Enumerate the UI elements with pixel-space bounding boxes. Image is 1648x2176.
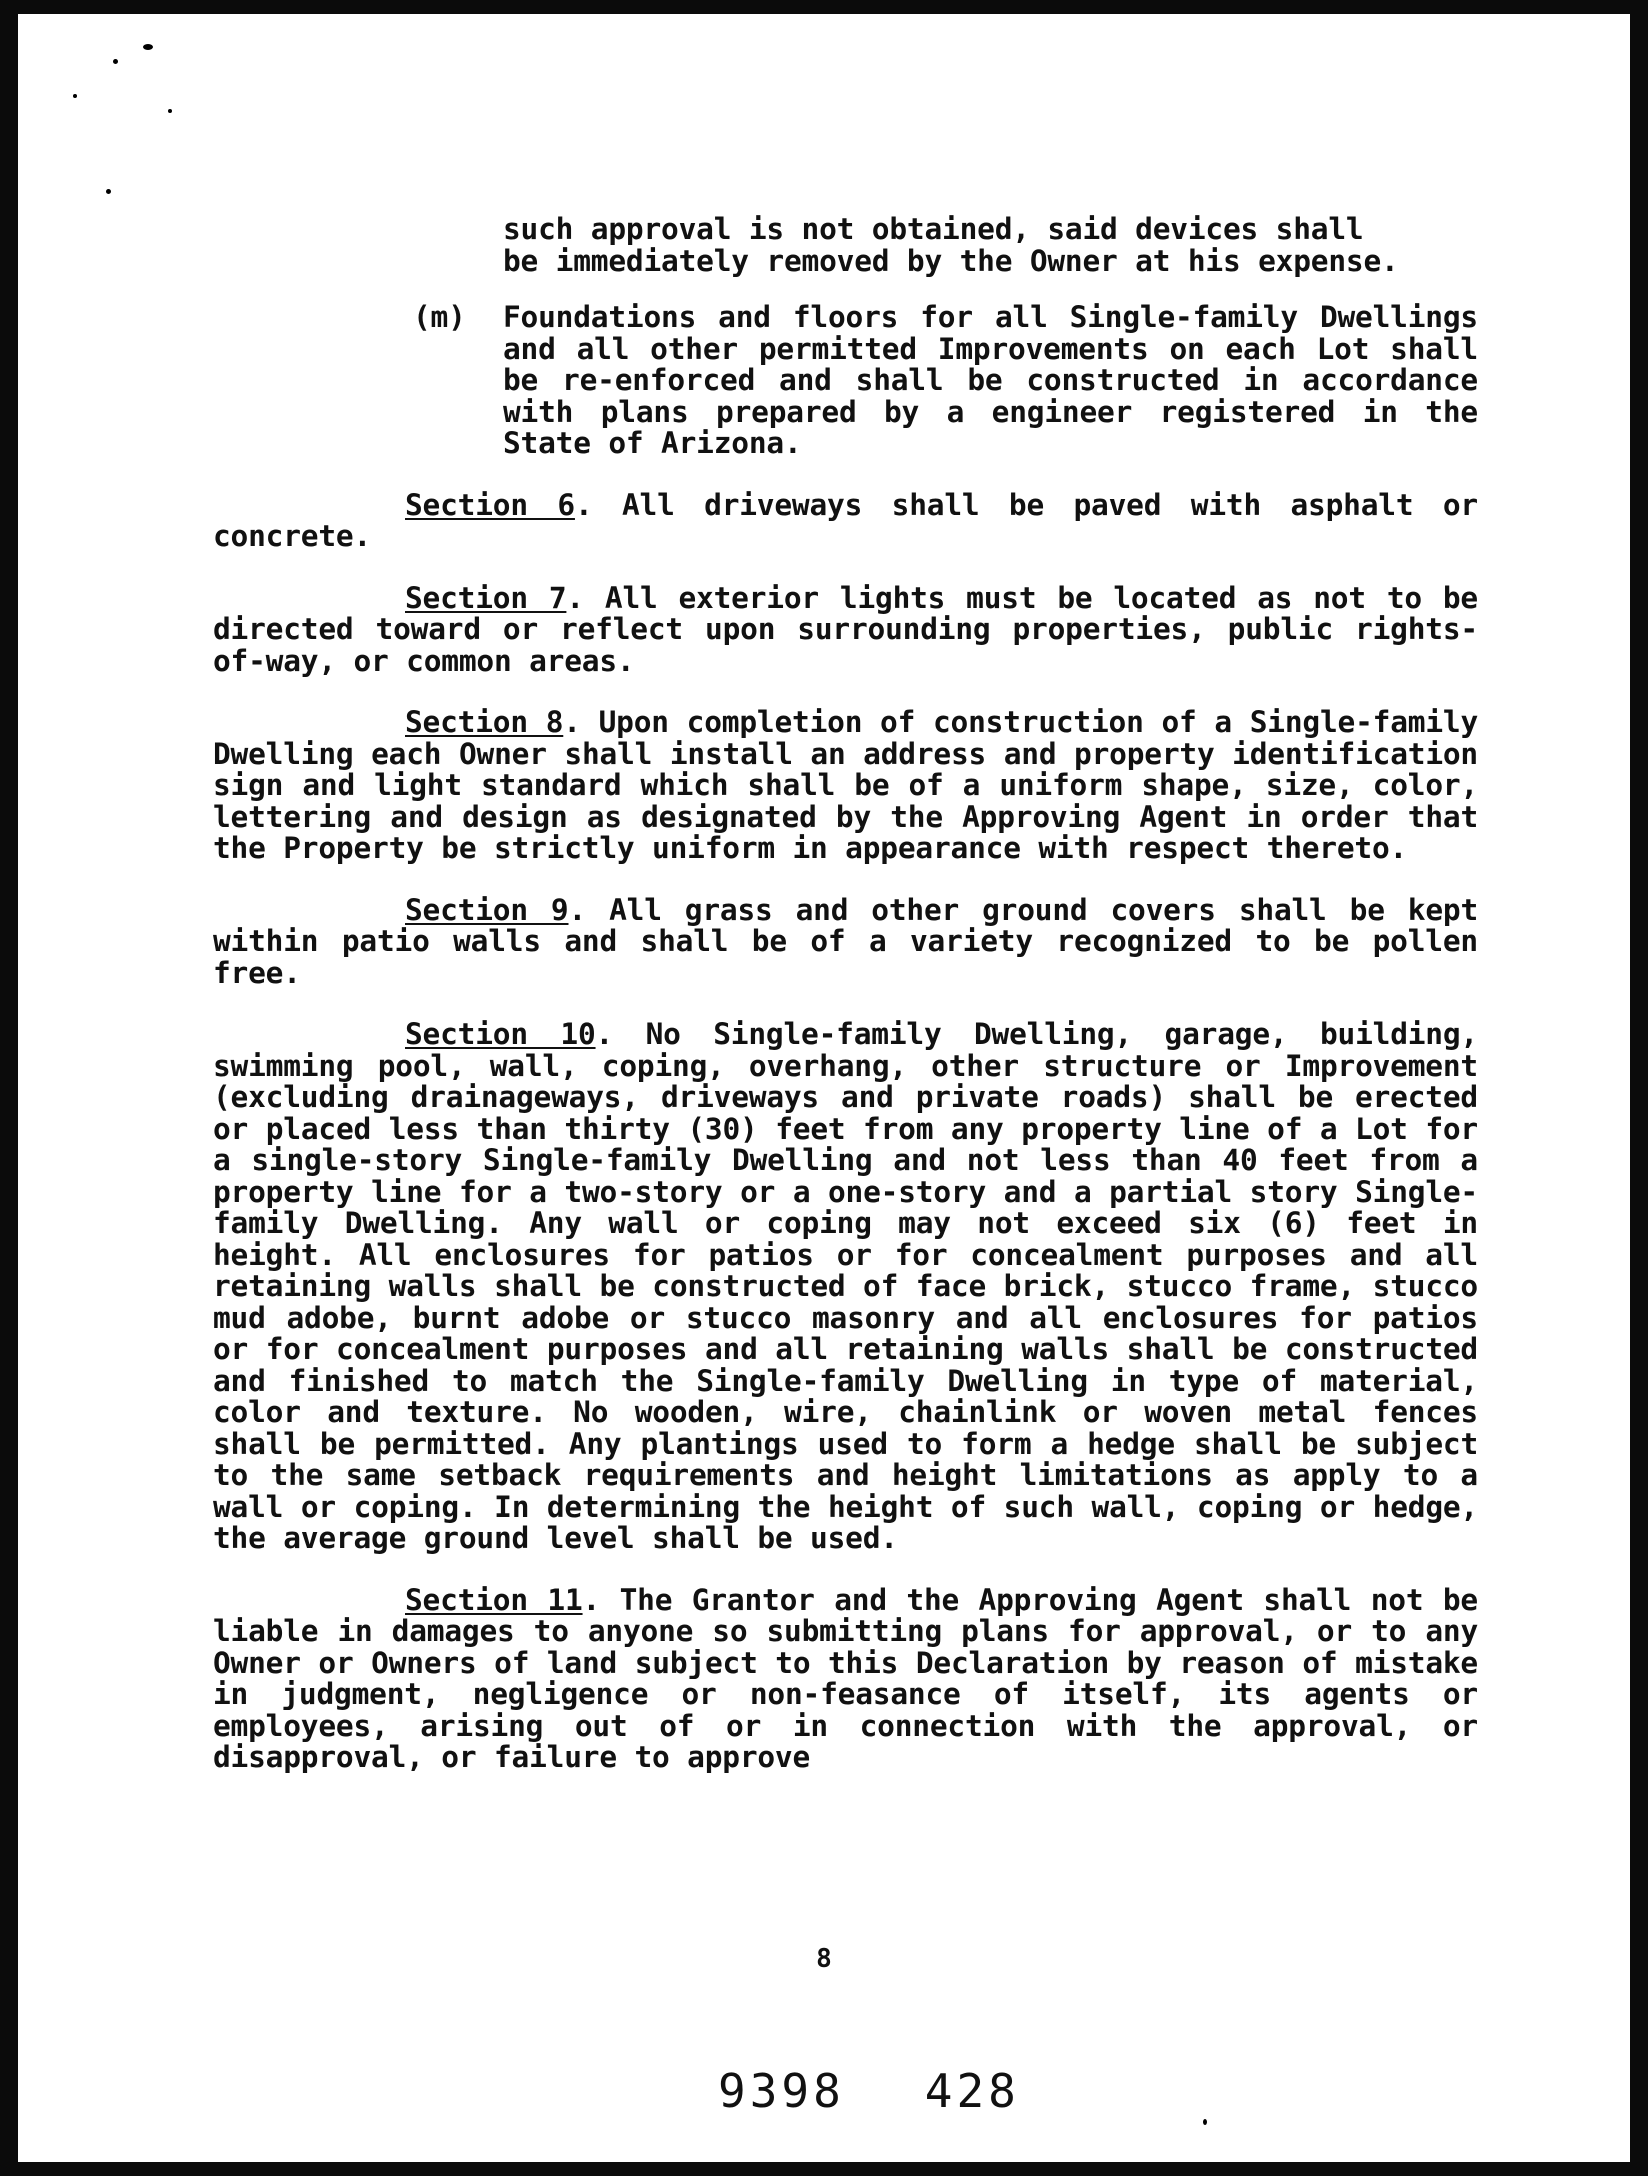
section-heading: Section 6 xyxy=(405,487,575,522)
section-6 xyxy=(213,487,1478,553)
section-8 xyxy=(213,707,1478,865)
document-page xyxy=(18,14,1630,2162)
section-11 xyxy=(213,1582,1478,1774)
scan-speck xyxy=(73,94,77,98)
scan-speck xyxy=(113,59,118,64)
scan-speck xyxy=(106,189,111,194)
section-text: . All exterior lights must be located as not to be directed toward or reflect upon surrounding properties, public rights-of-way, or common areas. xyxy=(213,580,1478,678)
section-heading: Section 10 xyxy=(405,1017,596,1051)
stamp-book-number: 9398 xyxy=(718,2064,845,2118)
section-heading: Section 8 xyxy=(405,705,564,739)
section-text: . No Single-family Dwelling, garage, building, swimming pool, wall, coping, overhang, other structure or Improvement (excluding drainageways, driveways and private roads) shall be erected or placed less than thirty (30) feet from any property line of a Lot for a single-story Single-family Dwelling and not less than 40 feet from a property line for a two-story or a one-story and a partial story Single-family Dwelling. Any wall or coping may not exceed six (6) feet in height. All enclosures for patios or for concealment purposes and all retaining walls shall be constructed of face brick, stucco frame, stucco mud adobe, burnt adobe or stucco masonry and all enclosures for patios or for concealment purposes and all retaining walls shall be constructed and finished to match the Single-family Dwelling in type of material, color and texture. No wooden, wire, chainlink or woven metal fences shall be permitted. Any plantings used to form a hedge shall be subject to the same setback requirements and height limitations as apply to a wall or coping. In determining the height of such wall, coping or hedge, the average ground level shall be used. xyxy=(213,1017,1478,1555)
continuation-line-2: be immediately removed by the Owner at his expense. xyxy=(503,243,1399,278)
list-item-m xyxy=(413,300,1478,460)
page-number: 8 xyxy=(816,1944,832,1974)
section-text: . Upon completion of construction of a Single-family Dwelling each Owner shall install an address and property identification sign and light standard which shall be of a uniform shape, size, color, lettering and design as designated by the Approving Agent in order that the Property be strictly uniform in appearance with respect thereto. xyxy=(213,705,1478,865)
section-10 xyxy=(213,1019,1478,1555)
scan-speck xyxy=(1203,2119,1207,2125)
section-7 xyxy=(213,580,1478,678)
stamp-page-number: 428 xyxy=(924,2064,1020,2118)
list-item-text: Foundations and floors for all Single-family Dwellings and all other permitted Improvements on each Lot shall be re-enforced and shall be constructed in accordance with plans prepared by a engineer registered in the State of Arizona. xyxy=(503,300,1478,460)
section-text: . All grass and other ground covers shall be kept within patio walls and shall be of a variety recognized to be pollen free. xyxy=(213,892,1479,990)
section-heading: Section 11 xyxy=(405,1582,583,1617)
document-body xyxy=(213,214,1478,1774)
section-heading: Section 7 xyxy=(405,580,567,615)
book-page-stamp xyxy=(718,2064,1020,2118)
section-9 xyxy=(213,892,1479,990)
section-text: . All driveways shall be paved with asphalt or concrete. xyxy=(213,487,1478,553)
section-text: . The Grantor and the Approving Agent shall not be liable in damages to anyone so submitting plans for approval, or to any Owner or Owners of land subject to this Declaration by reason of mistake in judgment, negligence or non-feasance of itself, its agents or employees, arising out of or in connection with the approval, or disapproval, or failure to approve xyxy=(213,1582,1478,1774)
list-item-marker: (m) xyxy=(413,300,466,334)
scan-speck xyxy=(143,44,153,50)
section-heading: Section 9 xyxy=(405,892,569,927)
scan-speck xyxy=(168,109,172,113)
continuation-paragraph xyxy=(503,214,1478,277)
continuation-line-1: such approval is not obtained, said devices shall xyxy=(503,212,1364,246)
